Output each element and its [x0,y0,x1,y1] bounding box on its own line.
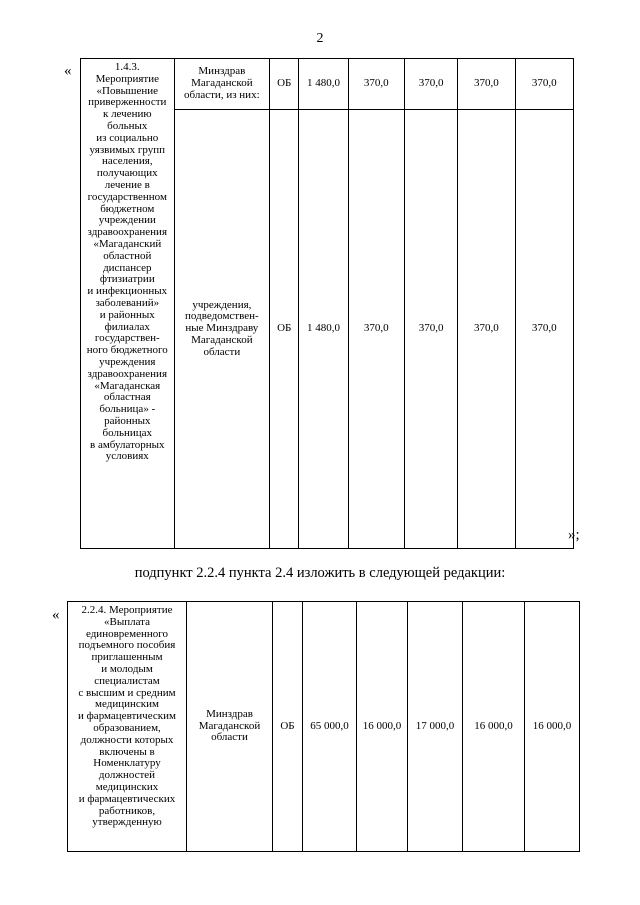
total-cell: 1 480,0 [299,110,348,549]
activity-description: 1.4.3. Мероприятие «Повышение приверженности к лечению больных из социально уязвимых групп населения, получающих лечение в государственном бюджетном учреждении здравоохранения «Магаданский областной диспансер фтизиатрии и инфекционных заболеваний» и районных филиалах государствен- ного бюджетного учреждения здравоохранения «Магаданская областная больница» - районных больницах в амбулаторных условиях [81,59,175,549]
activity-description: 2.2.4. Мероприятие «Выплата единовременного подъемного пособия приглашенным и молодым специалистам с высшим и средним медицинским и фармацевтическим образованием, должности которых включены в Номенклатуру должностей медицинских и фармацевтических работников, утвержденную [68,602,187,852]
year-cell: 370,0 [404,59,457,110]
page-number: 2 [316,31,324,46]
year-cell: 370,0 [458,110,515,549]
year-cell: 16 000,0 [357,602,408,852]
opening-quote: « [52,607,60,623]
total-cell: 1 480,0 [299,59,348,110]
program-table-2 [67,601,580,852]
source-cell: ОБ [270,59,299,110]
source-cell: ОБ [270,110,299,549]
source-cell: ОБ [273,602,303,852]
executor-cell: Минздрав Магаданской области, из них: [174,59,270,110]
year-cell: 17 000,0 [408,602,463,852]
opening-quote: « [64,63,72,79]
table-row [68,602,580,852]
year-cell: 370,0 [348,110,404,549]
year-cell: 370,0 [404,110,457,549]
executor-cell: Минздрав Магаданской области [187,602,273,852]
amendment-paragraph: подпункт 2.2.4 пункта 2.4 изложить в следующей редакции: [134,565,506,581]
executor-cell: учреждения, подведомствен-ные Минздраву Магаданской области [174,110,270,549]
year-cell: 370,0 [458,59,515,110]
program-table-1 [80,58,574,549]
year-cell: 370,0 [515,59,573,110]
total-cell: 65 000,0 [303,602,357,852]
year-cell: 16 000,0 [463,602,525,852]
year-cell: 16 000,0 [525,602,580,852]
closing-quote: »; [568,527,580,543]
year-cell: 370,0 [515,110,573,549]
year-cell: 370,0 [348,59,404,110]
table-row [81,59,574,110]
